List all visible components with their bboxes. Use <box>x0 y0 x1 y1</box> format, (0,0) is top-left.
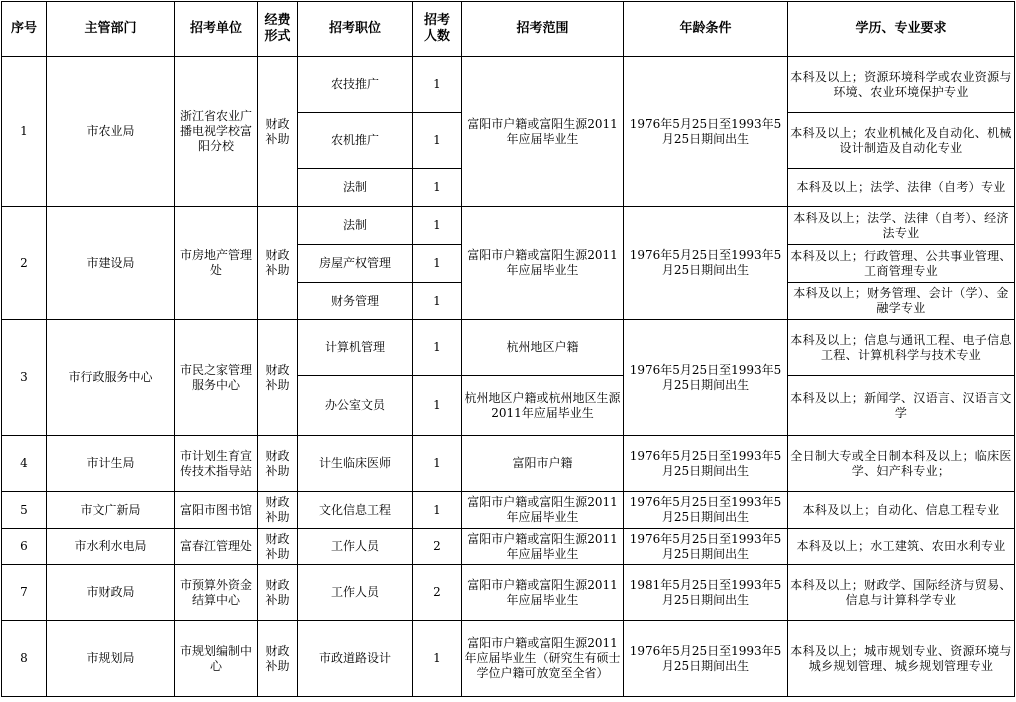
count-cell: 2 <box>413 565 462 621</box>
scope-cell: 富阳市户籍或富阳生源2011年应届毕业生 <box>462 207 624 320</box>
position-cell: 农机推广 <box>298 113 413 169</box>
unit-cell: 市计划生育宣传技术指导站 <box>175 436 258 492</box>
dept-cell: 市建设局 <box>47 207 175 320</box>
seq-cell: 2 <box>2 207 47 320</box>
count-cell: 1 <box>413 376 462 436</box>
unit-cell: 富阳市图书馆 <box>175 492 258 529</box>
position-cell: 财务管理 <box>298 283 413 320</box>
seq-cell: 1 <box>2 57 47 207</box>
age-cell: 1976年5月25日至1993年5月25日期间出生 <box>624 621 788 697</box>
table-row <box>2 207 1015 245</box>
count-cell: 2 <box>413 529 462 565</box>
edu-cell: 本科及以上；自动化、信息工程专业 <box>788 492 1015 529</box>
header-dept: 主管部门 <box>47 2 175 57</box>
table-row <box>2 529 1015 565</box>
count-cell: 1 <box>413 57 462 113</box>
dept-cell: 市财政局 <box>47 565 175 621</box>
recruitment-table <box>1 1 1015 697</box>
position-cell: 工作人员 <box>298 529 413 565</box>
funding-cell: 财政补助 <box>258 436 298 492</box>
edu-cell: 本科及以上；财政学、国际经济与贸易、信息与计算科学专业 <box>788 565 1015 621</box>
header-scope: 招考范围 <box>462 2 624 57</box>
scope-cell: 富阳市户籍或富阳生源2011年应届毕业生 <box>462 565 624 621</box>
edu-cell: 本科及以上；法学、法律（自考）专业 <box>788 169 1015 207</box>
unit-cell: 浙江省农业广播电视学校富阳分校 <box>175 57 258 207</box>
age-cell: 1976年5月25日至1993年5月25日期间出生 <box>624 320 788 436</box>
count-cell: 1 <box>413 245 462 283</box>
scope-cell: 杭州地区户籍 <box>462 320 624 376</box>
edu-cell: 本科及以上；城市规划专业、资源环境与城乡规划管理、城乡规划管理专业 <box>788 621 1015 697</box>
scope-cell: 杭州地区户籍或杭州地区生源2011年应届毕业生 <box>462 376 624 436</box>
table-row <box>2 492 1015 529</box>
seq-cell: 8 <box>2 621 47 697</box>
edu-cell: 本科及以上；水工建筑、农田水利专业 <box>788 529 1015 565</box>
edu-cell: 本科及以上；信息与通讯工程、电子信息工程、计算机科学与技术专业 <box>788 320 1015 376</box>
seq-cell: 5 <box>2 492 47 529</box>
age-cell: 1976年5月25日至1993年5月25日期间出生 <box>624 207 788 320</box>
count-cell: 1 <box>413 207 462 245</box>
unit-cell: 市民之家管理服务中心 <box>175 320 258 436</box>
unit-cell: 富春江管理处 <box>175 529 258 565</box>
seq-cell: 6 <box>2 529 47 565</box>
edu-cell: 全日制大专或全日制本科及以上；临床医学、妇产科专业； <box>788 436 1015 492</box>
position-cell: 工作人员 <box>298 565 413 621</box>
funding-cell: 财政补助 <box>258 207 298 320</box>
header-count: 招考 人数 <box>413 2 462 57</box>
table-row <box>2 57 1015 113</box>
edu-cell: 本科及以上；行政管理、公共事业管理、工商管理专业 <box>788 245 1015 283</box>
position-cell: 办公室文员 <box>298 376 413 436</box>
position-cell: 农技推广 <box>298 57 413 113</box>
dept-cell: 市规划局 <box>47 621 175 697</box>
scope-cell: 富阳市户籍或富阳生源2011年应届毕业生（研究生有硕士学位户籍可放宽至全省） <box>462 621 624 697</box>
edu-cell: 本科及以上；资源环境科学或农业资源与环境、农业环境保护专业 <box>788 57 1015 113</box>
header-age: 年龄条件 <box>624 2 788 57</box>
scope-cell: 富阳市户籍或富阳生源2011年应届毕业生 <box>462 492 624 529</box>
position-cell: 房屋产权管理 <box>298 245 413 283</box>
unit-cell: 市规划编制中心 <box>175 621 258 697</box>
seq-cell: 4 <box>2 436 47 492</box>
table-row <box>2 565 1015 621</box>
unit-cell: 市预算外资金结算中心 <box>175 565 258 621</box>
dept-cell: 市行政服务中心 <box>47 320 175 436</box>
funding-cell: 财政补助 <box>258 320 298 436</box>
count-cell: 1 <box>413 283 462 320</box>
header-unit: 招考单位 <box>175 2 258 57</box>
age-cell: 1981年5月25日至1993年5月25日期间出生 <box>624 565 788 621</box>
age-cell: 1976年5月25日至1993年5月25日期间出生 <box>624 492 788 529</box>
scope-cell: 富阳市户籍或富阳生源2011年应届毕业生 <box>462 529 624 565</box>
count-cell: 1 <box>413 320 462 376</box>
count-cell: 1 <box>413 492 462 529</box>
seq-cell: 3 <box>2 320 47 436</box>
count-cell: 1 <box>413 436 462 492</box>
seq-cell: 7 <box>2 565 47 621</box>
position-cell: 文化信息工程 <box>298 492 413 529</box>
funding-cell: 财政补助 <box>258 57 298 207</box>
position-cell: 法制 <box>298 207 413 245</box>
count-cell: 1 <box>413 621 462 697</box>
funding-cell: 财政补助 <box>258 529 298 565</box>
count-cell: 1 <box>413 169 462 207</box>
position-cell: 法制 <box>298 169 413 207</box>
header-funding: 经费 形式 <box>258 2 298 57</box>
table-row <box>2 436 1015 492</box>
unit-cell: 市房地产管理处 <box>175 207 258 320</box>
edu-cell: 本科及以上；财务管理、会计（学）、金融学专业 <box>788 283 1015 320</box>
position-cell: 计生临床医师 <box>298 436 413 492</box>
funding-cell: 财政补助 <box>258 565 298 621</box>
age-cell: 1976年5月25日至1993年5月25日期间出生 <box>624 57 788 207</box>
header-row <box>2 2 1015 57</box>
header-position: 招考职位 <box>298 2 413 57</box>
header-seq: 序号 <box>2 2 47 57</box>
dept-cell: 市文广新局 <box>47 492 175 529</box>
dept-cell: 市农业局 <box>47 57 175 207</box>
age-cell: 1976年5月25日至1993年5月25日期间出生 <box>624 529 788 565</box>
position-cell: 计算机管理 <box>298 320 413 376</box>
header-edu: 学历、专业要求 <box>788 2 1015 57</box>
edu-cell: 本科及以上；农业机械化及自动化、机械设计制造及自动化专业 <box>788 113 1015 169</box>
count-cell: 1 <box>413 113 462 169</box>
scope-cell: 富阳市户籍 <box>462 436 624 492</box>
dept-cell: 市水利水电局 <box>47 529 175 565</box>
table-row <box>2 320 1015 376</box>
dept-cell: 市计生局 <box>47 436 175 492</box>
funding-cell: 财政补助 <box>258 492 298 529</box>
edu-cell: 本科及以上；新闻学、汉语言、汉语言文学 <box>788 376 1015 436</box>
funding-cell: 财政补助 <box>258 621 298 697</box>
edu-cell: 本科及以上；法学、法律（自考）、经济法专业 <box>788 207 1015 245</box>
age-cell: 1976年5月25日至1993年5月25日期间出生 <box>624 436 788 492</box>
scope-cell: 富阳市户籍或富阳生源2011年应届毕业生 <box>462 57 624 207</box>
table-row <box>2 621 1015 697</box>
position-cell: 市政道路设计 <box>298 621 413 697</box>
